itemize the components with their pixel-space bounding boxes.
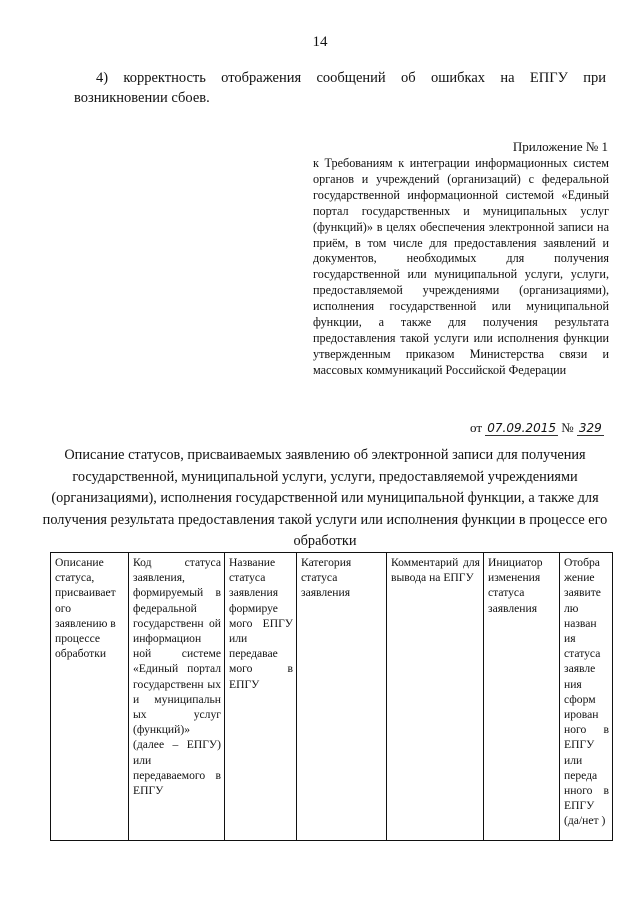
annex-signature-line	[470, 420, 604, 436]
handwritten-date: 07.09.2015	[487, 421, 556, 435]
header-cell: Категория статуса заявления	[297, 553, 387, 841]
annex-title: Приложение № 1	[512, 139, 608, 154]
annex-body: к Требованиям к интеграции информационных систем органов и учреждений (организаций) с федеральной государственной информационной системой «Единый портал государственных и муниципальных услуг (функций)» в целях обеспечения электронной записи на приём, в том числе для предоставления заявлений и документов, необходимых для получения государственной или муниципальной услуги, услуги, предоставляемой учреждениями (организациями), исполнения государственной или муниципальной функции, а также для получения результата предоставления такой услуги или исполнения функции утвержденным приказом Министерства связи и массовых коммуникаций Российской Федерации	[313, 156, 609, 377]
header-cell: Код статуса заявления, формируемый в федеральной государственн ой информацион ной системе «Единый портал государственн ых и муниципальн ых услуг (функций)» (далее – ЕПГУ) или передаваемого в ЕПГУ	[129, 553, 225, 841]
document-title: Описание статусов, присваиваемых заявлению об электронной записи для получения государственной, муниципальной услуги, услуги, предоставляемой учреждениями (организациями), исполнения государственной или муниципальной функции, а также для получения результата предоставления такой услуги или исполнения функции в процессе его обработки	[42, 447, 608, 549]
intro-line-1: 4) корректность отображения сообщений об ошибках на ЕПГУ при	[96, 70, 606, 86]
status-table	[50, 552, 613, 841]
header-cell: Инициатор изменения статуса заявления	[484, 553, 560, 841]
number-label: №	[561, 420, 574, 435]
intro-paragraph	[74, 68, 606, 108]
handwritten-number: 329	[578, 421, 602, 435]
page-number: 14	[312, 34, 328, 50]
header-cell: Отобра жение заявите лю назван ия статуса заявле ния сформ ирован ного в ЕПГУ или переда нного в ЕПГУ (да/нет )	[560, 553, 613, 841]
table-header-row	[51, 553, 613, 841]
intro-line-2: возникновении сбоев.	[74, 90, 210, 106]
header-cell: Комментарий для вывода на ЕПГУ	[387, 553, 484, 841]
header-cell: Описание статуса, присваивает ого заявлению в процессе обработки	[51, 553, 129, 841]
from-label: от	[470, 420, 483, 435]
header-cell: Название статуса заявления формируе мого ЕПГУ или передавае мого в ЕПГУ	[225, 553, 297, 841]
